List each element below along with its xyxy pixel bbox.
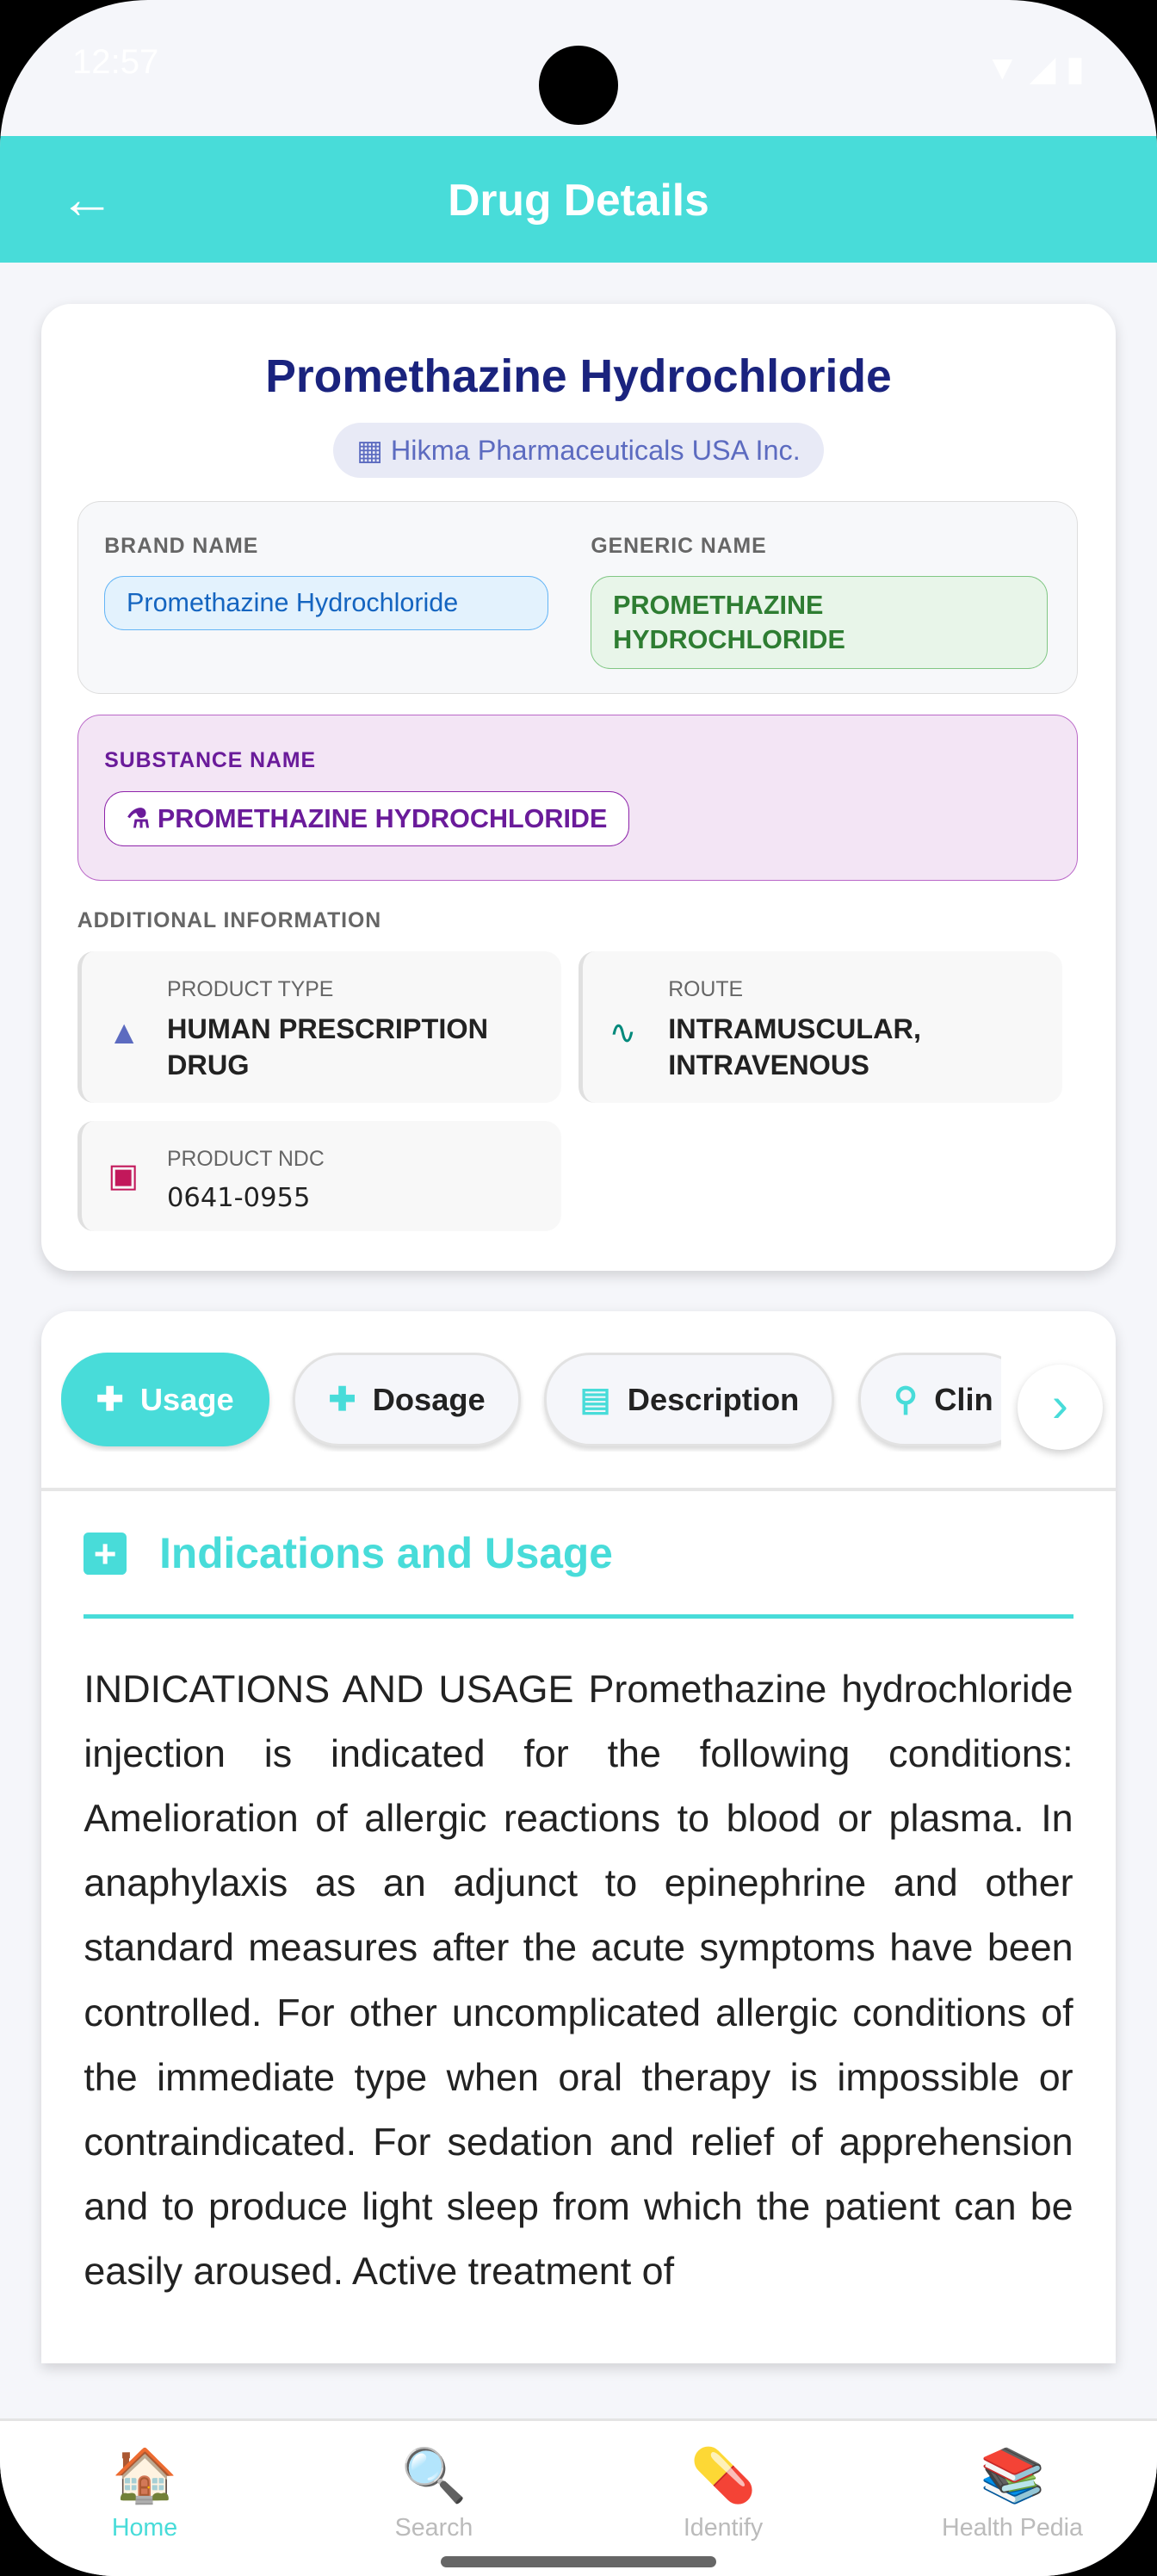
substance-name: PROMETHAZINE HYDROCHLORIDE	[157, 803, 608, 833]
pill-icon: 💊	[690, 2445, 757, 2505]
generic-name-chip: PROMETHAZINE HYDROCHLORIDE	[591, 576, 1048, 670]
tab-description[interactable]	[544, 1353, 834, 1446]
ndc-value: 0641-0955	[166, 1182, 311, 1213]
house-icon: 🏠	[111, 2445, 178, 2505]
tab-dosage[interactable]	[293, 1353, 520, 1446]
ndc-info	[77, 1121, 561, 1231]
page-title: Drug Details	[448, 175, 709, 226]
route-line-icon: ∿	[609, 1013, 637, 1051]
medical-bag-icon: ✚	[328, 1380, 356, 1418]
medical-plus-icon: +	[84, 1533, 127, 1576]
camera-cutout	[539, 46, 618, 125]
product-type-label: PRODUCT TYPE	[166, 977, 334, 1001]
tab-label: Clin	[934, 1381, 993, 1417]
tab-label: Dosage	[372, 1381, 486, 1417]
ndc-label: PRODUCT NDC	[166, 1147, 325, 1171]
bottom-nav	[0, 2418, 1157, 2575]
drug-info-card	[41, 304, 1117, 1271]
route-value: INTRAMUSCULAR, INTRAVENOUS	[668, 1013, 921, 1081]
section-header	[84, 1528, 1073, 1618]
app-bar	[0, 136, 1157, 263]
tab-label: Description	[627, 1381, 800, 1417]
status-time: 12:57	[71, 42, 159, 81]
magnifier-icon: 🔍	[400, 2445, 467, 2505]
nav-identify[interactable]	[600, 2444, 846, 2543]
qr-code-icon: ▣	[108, 1156, 139, 1194]
tab-clinical[interactable]	[858, 1353, 1001, 1446]
details-card	[41, 1311, 1117, 2363]
nav-home[interactable]	[22, 2444, 268, 2543]
substance-box	[77, 715, 1079, 881]
names-box	[77, 501, 1079, 693]
manufacturer-name: Hikma Pharmaceuticals USA Inc.	[390, 434, 801, 466]
generic-name-label: GENERIC NAME	[591, 535, 767, 559]
building-icon: ▦	[356, 434, 391, 466]
route-info	[578, 951, 1062, 1103]
brand-name-label: BRAND NAME	[104, 535, 259, 559]
tab-usage[interactable]	[61, 1353, 269, 1446]
divider	[41, 1488, 1117, 1491]
flask-icon: ⚗	[127, 803, 158, 833]
drug-name: Promethazine Hydrochloride	[265, 350, 892, 402]
additional-info-label: ADDITIONAL INFORMATION	[77, 908, 382, 932]
medical-plus-icon: ✚	[96, 1380, 124, 1418]
nav-health-pedia[interactable]	[889, 2444, 1135, 2543]
route-label: ROUTE	[668, 977, 744, 1001]
back-arrow-icon[interactable]: ←	[59, 166, 115, 230]
section-text: INDICATIONS AND USAGE Promethazine hydrochloride injection is indicated for the following conditions: Amelioration of allergic reactions to blood or plasma. In anaphylaxis as an adjunct to epinephrine and other standard measures after the acute symptoms have been controlled. For other uncomplicated allergic conditions of the immediate type when oral therapy is impossible or contraindicated. For sedation and relief of apprehension and to produce light sleep from which the patient can be easily aroused. Active treatment of	[84, 1667, 1073, 2293]
brand-name-chip: Promethazine Hydrochloride	[104, 576, 548, 631]
nav-label: Search	[394, 2513, 473, 2542]
nav-search[interactable]	[311, 2444, 557, 2543]
document-icon: ▤	[579, 1380, 611, 1418]
substance-name-label: SUBSTANCE NAME	[104, 748, 316, 772]
wifi-icon: ▼	[985, 49, 1020, 88]
manufacturer-badge	[333, 423, 823, 479]
tab-bar	[61, 1353, 1001, 1452]
microscope-icon: ⚲	[894, 1380, 919, 1418]
chevron-right-icon[interactable]: ›	[1018, 1365, 1103, 1450]
product-type-info	[77, 951, 561, 1103]
nav-label: Identify	[683, 2513, 764, 2542]
product-type-value: HUMAN PRESCRIPTION DRUG	[166, 1013, 489, 1081]
home-gesture-handle[interactable]	[441, 2556, 717, 2567]
signal-icon: ◢	[1029, 50, 1056, 89]
section-title: Indications and Usage	[159, 1529, 613, 1578]
tab-label: Usage	[139, 1381, 234, 1417]
books-icon: 📚	[979, 2445, 1046, 2505]
substance-chip	[104, 791, 629, 846]
nav-label: Home	[111, 2513, 178, 2542]
shapes-icon: ▲	[108, 1013, 141, 1051]
battery-icon: ▮	[1065, 50, 1085, 89]
nav-label: Health Pedia	[942, 2513, 1083, 2542]
